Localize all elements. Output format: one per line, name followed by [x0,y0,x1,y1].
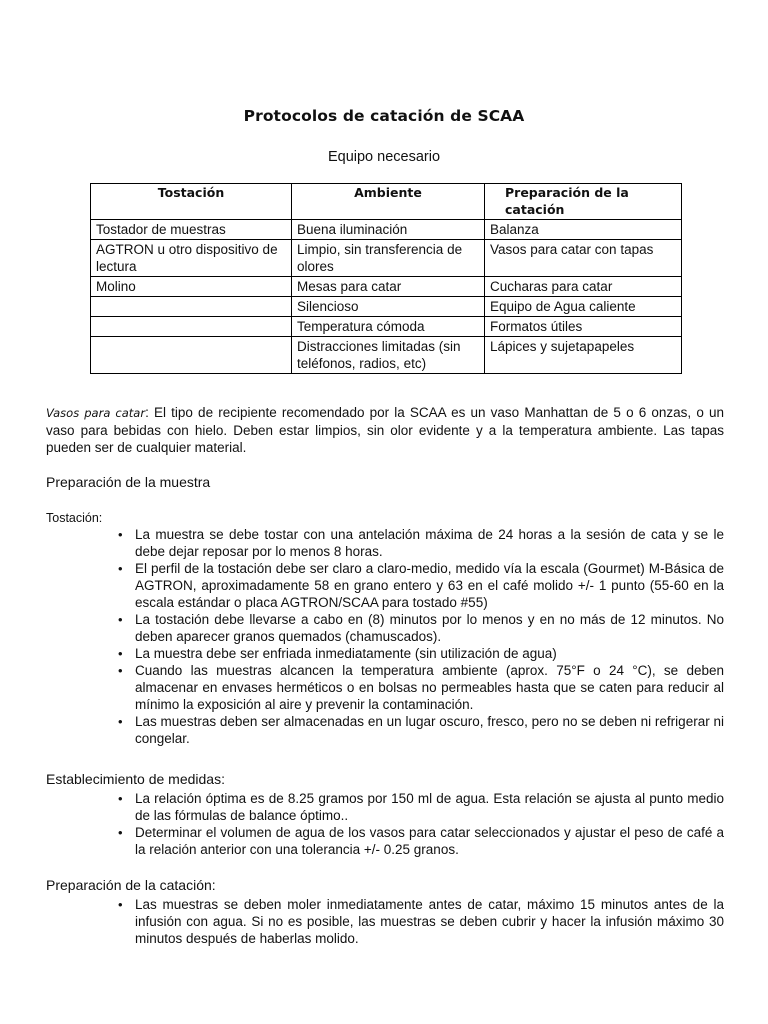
section-heading-preparacion-muestra: Preparación de la muestra [46,474,211,490]
table-cell: AGTRON u otro dispositivo de lectura [91,240,292,277]
list-item [118,662,724,713]
bullet-icon: • [118,791,123,806]
document-subtitle: Equipo necesario [327,149,441,165]
table-cell: Balanza [485,220,682,240]
table-header-cell: Tostación [91,184,292,220]
list-item [118,790,724,824]
table-cell: Buena iluminación [292,220,485,240]
table-cell: Temperatura cómoda [292,317,485,337]
list-item-text: Determinar el volumen de agua de los vasos para catar seleccionados y ajustar el peso de café a la relación anterior con una tolerancia +/- 0.25 granos. [135,825,724,857]
table-row [91,297,682,317]
table-header-cell: Preparación de la catación [485,184,682,220]
tostacion-list [118,526,724,747]
table-cell: Distracciones limitadas (sin teléfonos, radios, etc) [292,337,485,374]
list-item-text: Cuando las muestras alcancen la temperatura ambiente (aprox. 75°F o 24 °C), se deben almacenar en envases herméticos o en bolsas no permeables hasta que se caten para reducir al mínimo la exposición al aire y prevenir la contaminación. [135,663,724,712]
list-item-text: La muestra se debe tostar con una antelación máxima de 24 horas a la sesión de cata y se le debe dejar reposar por lo menos 8 horas. [135,527,724,559]
table-header-row [91,184,682,220]
list-item-text: La tostación debe llevarse a cabo en (8) minutos por lo menos y en no más de 12 minutos. No deben aparecer granos quemados (chamuscados). [135,612,724,644]
bullet-icon: • [118,561,123,576]
table-cell: Molino [91,277,292,297]
table-cell: Silencioso [292,297,485,317]
list-item [118,526,724,560]
bullet-icon: • [118,646,123,661]
list-item-text: La muestra debe ser enfriada inmediatamente (sin utilización de agua) [135,646,557,661]
bullet-icon: • [118,714,123,729]
section-label-tostacion: Tostación: [46,511,103,525]
list-item-text: Las muestras deben ser almacenadas en un lugar oscuro, fresco, pero no se deben ni refrigerar ni congelar. [135,714,724,746]
table-cell: Mesas para catar [292,277,485,297]
table-cell [91,297,292,317]
list-item [118,560,724,611]
list-item [118,713,724,747]
table-cell: Cucharas para catar [485,277,682,297]
medidas-list [118,790,724,858]
table-header-cell: Ambiente [292,184,485,220]
table-cell: Formatos útiles [485,317,682,337]
document-title: Protocolos de catación de SCAA [243,107,525,125]
list-item [118,824,724,858]
section-heading-medidas: Establecimiento de medidas: [46,771,225,787]
bullet-icon: • [118,663,123,678]
catacion-list [118,896,724,947]
list-item-text: El perfil de la tostación debe ser claro a claro-medio, medido vía la escala (Gourmet) M-Básica de AGTRON, aproximadamente 58 en grano entero y 63 en el café molido +/- 1 punto (55-60 en la escala estándar o placa AGTRON/SCAA para tostado #55) [135,561,724,610]
table-row [91,220,682,240]
equipment-table [90,183,682,374]
table-cell [91,317,292,337]
table-cell: Vasos para catar con tapas [485,240,682,277]
table-row [91,337,682,374]
table-cell: Tostador de muestras [91,220,292,240]
table-cell [91,337,292,374]
vasos-label: Vasos para catar [46,406,146,420]
table-row [91,317,682,337]
bullet-icon: • [118,612,123,627]
list-item-text: La relación óptima es de 8.25 gramos por 150 ml de agua. Esta relación se ajusta al punto medio de las fórmulas de balance óptimo.. [135,791,724,823]
section-heading-catacion: Preparación de la catación: [46,877,216,893]
bullet-icon: • [118,825,123,840]
bullet-icon: • [118,527,123,542]
list-item [118,645,724,662]
bullet-icon: • [118,897,123,912]
table-cell: Equipo de Agua caliente [485,297,682,317]
vasos-text: : El tipo de recipiente recomendado por la SCAA es un vaso Manhattan de 5 o 6 onzas, o un vaso para bebidas con hielo. Deben estar limpios, sin olor evidente y a la temperatura ambiente. Las tapas pueden ser de cualquier material. [46,405,724,455]
table-row [91,277,682,297]
table-row [91,240,682,277]
list-item-text: Las muestras se deben moler inmediatamente antes de catar, máximo 15 minutos antes de la infusión con agua. Si no es posible, las muestras se deben cubrir y hacer la infusión máximo 30 minutos después de haberlas molido. [135,897,724,946]
list-item [118,611,724,645]
table-cell: Lápices y sujetapapeles [485,337,682,374]
list-item [118,896,724,947]
table-cell: Limpio, sin transferencia de olores [292,240,485,277]
vasos-paragraph [46,404,724,456]
